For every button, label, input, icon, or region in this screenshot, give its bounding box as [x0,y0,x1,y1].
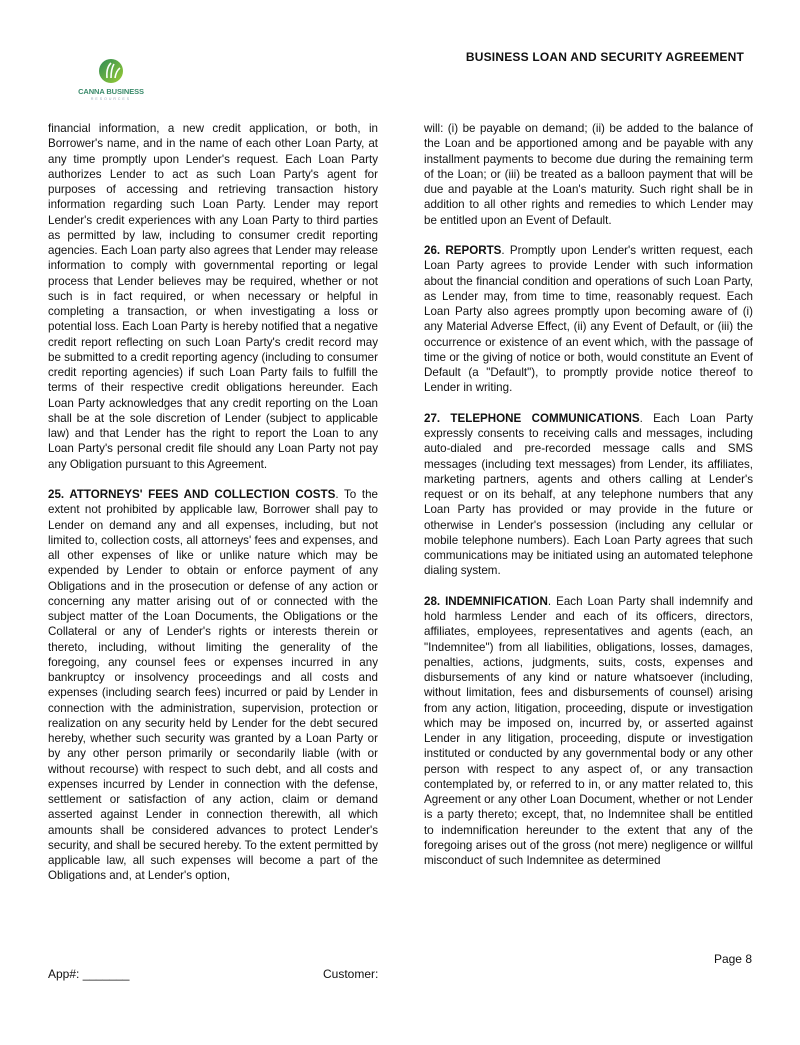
section-25-heading: 25. ATTORNEYS' FEES AND COLLECTION COSTS [48,488,336,501]
document-title: BUSINESS LOAN AND SECURITY AGREEMENT [465,50,744,64]
left-column [48,121,378,899]
section-27-body: . Each Loan Party expressly consents to receiving calls and messages, including auto-dialed and pre-recorded message calls and SMS messages (including text messages) from Lender, its affiliates, marketing partners, agents and others calling at Lender's request or on its behalf, at any telephone numbers that any Loan Party has provided or may provide in the future or otherwise in Lender's possession (including any cellular or mobile telephone numbers). Each Loan Party agrees that such communications may be initiated using an automated telephone dialing system. [424,411,753,578]
section-28-heading: 28. INDEMNIFICATION [424,594,548,608]
right-column [424,121,753,884]
section-27-heading: 27. TELEPHONE COMMUNICATIONS [424,411,640,425]
section-27 [424,411,753,579]
logo-subtitle: RESOURCES [90,97,132,101]
section-28-body: . Each Loan Party shall indemnify and hold harmless Lender and each of its officers, directors, affiliates, employees, representatives and agents (each, an "Indemnitee") from all liabilities, obligations, losses, damages, penalties, actions, judgments, suits, costs, expenses and disbursements of any kind or nature whatsoever (including, without limitation, fees and disbursements of counsel) arising from any action, litigation, proceeding, dispute or investigation which may be imposed on, incurred by, or asserted against Lender in any litigation, proceeding, dispute or investigation instituted or conducted by any governmental body or any other person with respect to any aspect of, or any transaction contemplated by, or referred to in, or any matter related to, this Agreement or any other Loan Document, whether or not Lender is a party thereto; except, that, no Indemnitee shall be entitled to indemnification hereunder to the extent that any of the foregoing arises out of the gross (not mere) negligence or willful misconduct of such Indemnitee as determined [424,594,753,867]
section-26-body: . Promptly upon Lender's written request, each Loan Party agrees to provide Lender with such information about the financial condition and operations of such Loan Party, as Lender may, from time to time, reasonably request. Each Loan Party also agrees promptly upon becoming aware of (i) any Material Adverse Effect, (ii) any Event of Default, or (iii) the occurrence or existence of an event which, with the passage of time or the giving of notice or both, would constitute an Event of Default (a "Default"), to promptly provide notice thereof to Lender in writing. [424,244,753,395]
page-number: Page 8 [713,952,752,966]
logo-name: CANNA BUSINESS [78,87,144,96]
section-25-body: . To the extent not prohibited by applicable law, Borrower shall pay to Lender on demand any and all expenses, including, but not limited to, collection costs, all attorneys' fees and expenses, and all other expenses of like or unlike nature which may be expended by Lender to obtain or enforce payment of any Obligations and in the prosecution or defense of any action or concerning any matter arising out of or connected with the subject matter of the Loan Documents, the Obligations or the Collateral or any of Lender's rights or interests therein or thereto, including, without limiting the generality of the foregoing, any counsel fees or expenses incurred in any bankruptcy or insolvency proceedings and all costs and expenses (including search fees) incurred or paid by Lender in connection with the administration, supervision, protection or realization on any security held by Lender for the debt secured hereby, whether such security was granted by a Loan Party or by any other person primarily or secondarily liable (with or without recourse) with respect to such debt, and all costs and expenses incurred by Lender in connection with the defense, settlement or satisfaction of any action, claim or demand asserted against Lender in connection therewith, all which amounts shall be considered advances to protect Lender's security, and shall be secured hereby. To the extent permitted by applicable law, all such expenses will become a part of the Obligations and, at Lender's option, [48,488,378,883]
paragraph-continued: will: (i) be payable on demand; (ii) be added to the balance of the Loan and be apportioned among and be payable with any installment payments to become due during the remaining term of the Loan; or (iii) be treated as a balloon payment that will be due and payable at the Loan's maturity. Such right shall be in addition to all other rights and remedies to which Lender may be entitled upon an Event of Default. [424,122,753,227]
section-26-heading: 26. REPORTS [424,244,502,257]
section-26 [424,243,753,396]
leaf-logo-icon [98,58,124,84]
app-number-field: App#: _______ [48,967,130,981]
section-28 [424,594,753,869]
paragraph-credit-reporting: financial information, a new credit application, or both, in Borrower's name, and in the name of each other Loan Party, at any time promptly upon Lender's request. Each Loan Party authorizes Lender to act as such Loan Party's agent for purposes of accessing and retrieving transaction history information regarding such Loan Party. Lender may report Lender's credit experiences with any Loan Party to third parties as permitted by law, including to consumer credit reporting agencies. Each Loan party also agrees that Lender may release information to comply with governmental reporting or legal process that Lender believes may be required, whether or not such is in fact required, or when necessary or helpful in completing a transaction, or when investigating a loss or potential loss. Each Loan Party is hereby notified that a negative credit report reflecting on such Loan Party's credit record may be submitted to a credit reporting agency (including to consumer credit reporting agencies) if such Loan Party fails to fulfill the terms of their respective credit obligations hereunder. Each Loan Party acknowledges that any credit reporting on the Loan shall be at the sole discretion of Lender (subject to applicable law) and that Lender has the right to report the Loan to any Loan Party's personal credit file should any Loan Party not pay any Obligation pursuant to this Agreement. [48,122,378,471]
company-logo [72,58,150,101]
section-25 [48,487,378,884]
customer-label: Customer: [323,967,379,981]
